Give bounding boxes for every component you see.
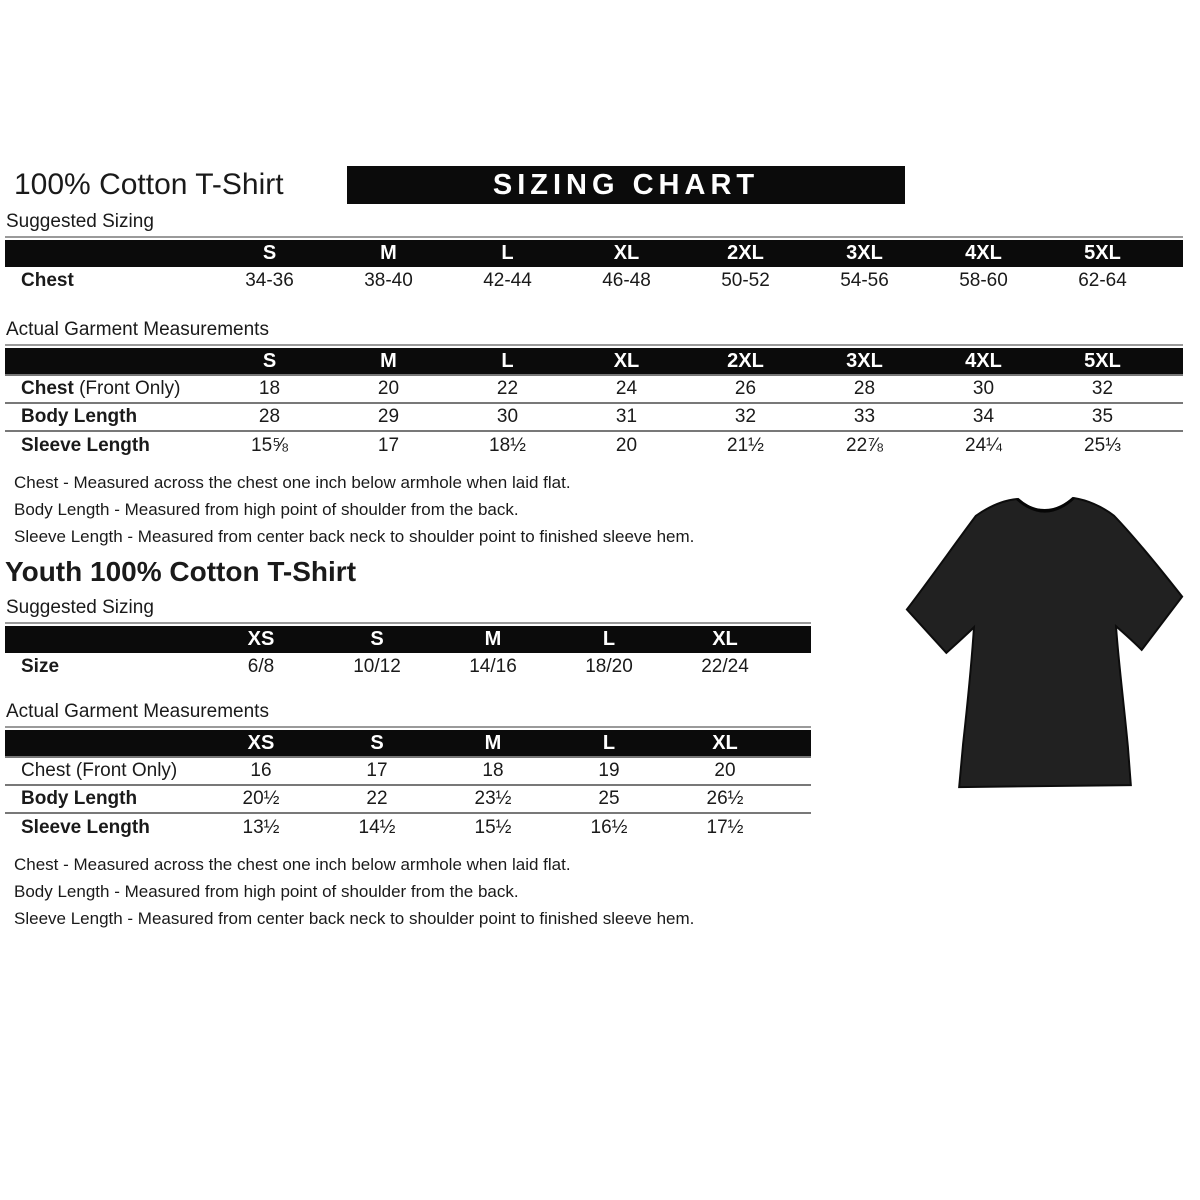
filler-cell (783, 813, 811, 841)
filler-header-cell (1162, 240, 1183, 267)
column-header: 4XL (924, 348, 1043, 375)
cell: 18/20 (585, 656, 633, 677)
cell: 29 (377, 406, 400, 427)
table-row (5, 403, 1183, 431)
cell: 18½ (489, 434, 526, 456)
table-row (5, 653, 811, 681)
header-row (5, 240, 1183, 267)
note-sleeve-length: Sleeve Length - Measured from center back neck to shoulder point to finished sleeve hem. (14, 527, 695, 546)
page-title: 100% Cotton T-Shirt (14, 168, 284, 201)
cell: 32 (1091, 378, 1114, 399)
column-header: L (551, 730, 667, 757)
filler-cell (783, 785, 811, 813)
header-row (5, 348, 1183, 375)
cell: 54-56 (840, 270, 889, 291)
column-header: XL (567, 240, 686, 267)
note-sleeve-length: Sleeve Length - Measured from center back neck to shoulder point to finished sleeve hem. (14, 909, 695, 928)
cell: 31 (615, 406, 638, 427)
cell: 22 (496, 378, 519, 399)
cell: 34 (972, 406, 995, 427)
table-row (5, 375, 1183, 403)
cell: 22 (366, 788, 388, 809)
cell: 20½ (242, 788, 280, 809)
filler-header-cell (783, 626, 811, 653)
youth-suggested-sizing-table (5, 626, 811, 681)
cell: 20 (714, 760, 736, 781)
column-header: 5XL (1043, 240, 1162, 267)
cell: 18 (482, 760, 504, 781)
youth-actual-measurements-label: Actual Garment Measurements (5, 699, 811, 728)
blank-header-cell (5, 626, 203, 653)
youth-suggested-sizing-label: Suggested Sizing (5, 595, 811, 624)
cell: 17 (377, 434, 400, 456)
filler-header-cell (783, 730, 811, 757)
row-label: Body Length (21, 406, 138, 427)
table-row (5, 785, 811, 813)
cell: 28 (258, 406, 281, 427)
column-header: 2XL (686, 240, 805, 267)
column-header: S (210, 240, 329, 267)
column-header: M (435, 626, 551, 653)
note-chest: Chest - Measured across the chest one inch below armhole when laid flat. (14, 855, 571, 874)
row-label (5, 375, 210, 403)
filler-cell (1162, 431, 1183, 459)
filler-cell (783, 653, 811, 681)
cell: 50-52 (721, 270, 770, 291)
cell: 30 (496, 406, 519, 427)
cell: 10/12 (353, 656, 401, 677)
adult-actual-measurements-label: Actual Garment Measurements (5, 317, 1183, 346)
column-header: 3XL (805, 240, 924, 267)
blank-header-cell (5, 730, 203, 757)
note-chest: Chest - Measured across the chest one inch below armhole when laid flat. (14, 473, 571, 492)
cell: 15½ (474, 816, 512, 838)
tshirt-image (897, 489, 1193, 801)
table-row (5, 757, 811, 785)
cell: 16½ (590, 816, 628, 838)
cell: 58-60 (959, 270, 1008, 291)
cell: 25⅓ (1084, 434, 1121, 456)
cell: 22⅞ (846, 434, 883, 456)
column-header: M (435, 730, 551, 757)
row-label: Chest (Front Only) (21, 760, 178, 781)
cell: 18 (258, 378, 281, 399)
note-body-length: Body Length - Measured from high point of shoulder from the back. (14, 882, 519, 901)
cell: 17½ (706, 816, 744, 838)
cell: 14½ (358, 816, 396, 838)
row-label: Body Length (21, 788, 138, 809)
adult-suggested-sizing-label: Suggested Sizing (5, 209, 1183, 238)
table-row (5, 431, 1183, 459)
cell: 46-48 (602, 270, 651, 291)
cell: 13½ (242, 816, 280, 838)
page-header (5, 166, 1183, 204)
column-header: XS (203, 626, 319, 653)
cell: 34-36 (245, 270, 294, 291)
column-header: L (448, 348, 567, 375)
cell: 6/8 (247, 656, 275, 677)
filler-cell (783, 757, 811, 785)
cell: 38-40 (364, 270, 413, 291)
cell: 32 (734, 406, 757, 427)
table-row (5, 267, 1183, 295)
cell: 35 (1091, 406, 1114, 427)
filler-cell (1162, 375, 1183, 403)
filler-cell (1162, 403, 1183, 431)
column-header: XL (667, 730, 783, 757)
cell: 23½ (474, 788, 512, 809)
cell: 62-64 (1078, 270, 1127, 291)
column-header: M (329, 240, 448, 267)
column-header: S (319, 730, 435, 757)
cell: 19 (598, 760, 620, 781)
youth-section-heading: Youth 100% Cotton T-Shirt (5, 556, 357, 587)
adult-suggested-sizing-table (5, 240, 1183, 295)
cell: 33 (853, 406, 876, 427)
sizing-chart-banner: SIZING CHART (347, 166, 905, 204)
cell: 30 (972, 378, 995, 399)
row-label: Sleeve Length (21, 434, 150, 456)
row-label-suffix: (Front Only) (73, 378, 181, 399)
cell: 24¼ (965, 434, 1002, 456)
filler-header-cell (1162, 348, 1183, 375)
column-header: 4XL (924, 240, 1043, 267)
row-label: Sleeve Length (21, 816, 150, 838)
column-header: S (210, 348, 329, 375)
row-label-main: Chest (21, 378, 74, 399)
cell: 21½ (727, 434, 764, 456)
cell: 22/24 (701, 656, 749, 677)
cell: 14/16 (469, 656, 517, 677)
header-row (5, 730, 811, 757)
row-label: Chest (21, 270, 74, 291)
column-header: L (448, 240, 567, 267)
cell: 15⅝ (251, 434, 288, 456)
blank-header-cell (5, 348, 210, 375)
cell: 17 (366, 760, 388, 781)
cell: 20 (615, 434, 638, 456)
youth-actual-measurements-table (5, 730, 811, 841)
cell: 20 (377, 378, 400, 399)
cell: 42-44 (483, 270, 532, 291)
column-header: XL (567, 348, 686, 375)
cell: 28 (853, 378, 876, 399)
column-header: XS (203, 730, 319, 757)
tshirt-silhouette (907, 498, 1182, 787)
blank-header-cell (5, 240, 210, 267)
column-header: M (329, 348, 448, 375)
filler-cell (1162, 267, 1183, 295)
cell: 24 (615, 378, 638, 399)
youth-measurement-notes (5, 851, 1183, 932)
cell: 26 (734, 378, 757, 399)
cell: 25 (598, 788, 620, 809)
column-header: XL (667, 626, 783, 653)
row-label: Size (21, 656, 60, 677)
column-header: S (319, 626, 435, 653)
header-row (5, 626, 811, 653)
adult-actual-measurements-table (5, 348, 1183, 459)
column-header: L (551, 626, 667, 653)
note-body-length: Body Length - Measured from high point of shoulder from the back. (14, 500, 519, 519)
column-header: 5XL (1043, 348, 1162, 375)
column-header: 2XL (686, 348, 805, 375)
cell: 26½ (706, 788, 744, 809)
column-header: 3XL (805, 348, 924, 375)
cell: 16 (250, 760, 272, 781)
table-row (5, 813, 811, 841)
